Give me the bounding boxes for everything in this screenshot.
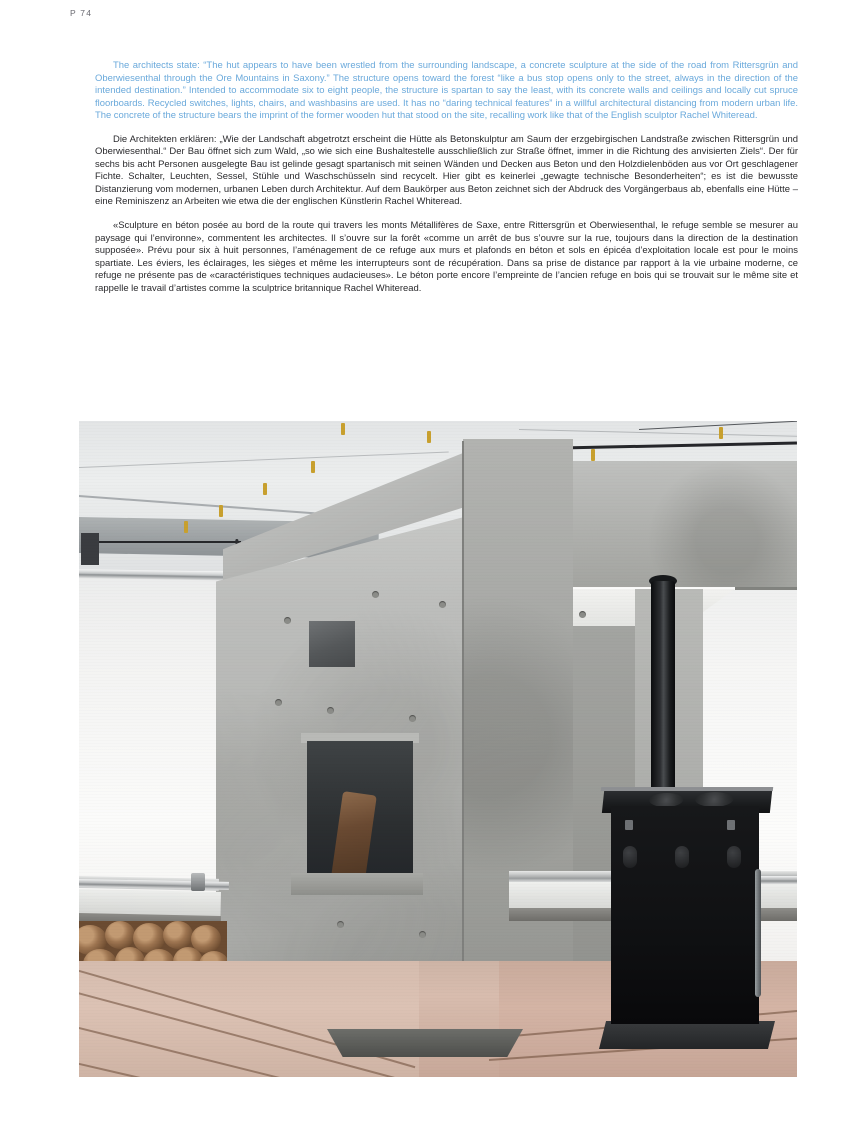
log bbox=[163, 921, 193, 949]
stove-hob bbox=[694, 792, 734, 807]
ceiling-hook bbox=[591, 449, 595, 461]
stove-hob bbox=[648, 793, 683, 807]
ceiling-hook bbox=[184, 521, 188, 533]
stove-flue-pipe bbox=[651, 581, 675, 793]
fireplace-hearth bbox=[291, 873, 423, 895]
ceiling-hook bbox=[719, 427, 723, 439]
formwork-tie-hole bbox=[275, 699, 282, 706]
square-niche bbox=[309, 621, 355, 667]
stove-latch bbox=[727, 820, 735, 830]
text-column bbox=[95, 60, 798, 295]
formwork-tie-hole bbox=[579, 611, 586, 618]
ceiling-hook bbox=[427, 431, 431, 443]
wood-stove bbox=[611, 806, 759, 1024]
formwork-tie-hole bbox=[409, 715, 416, 722]
rail-clamp bbox=[191, 873, 205, 891]
log bbox=[105, 921, 135, 949]
paragraph-french: «Sculpture en béton posée au bord de la route qui travers les monts Métallifères de Saxe, entre Rittersgrün et Oberwiesenthal, le refuge semble se mesurer au paysage qui l’environne», commentent les architectes. Il s’ouvre sur la forêt «comme un arrêt de bus s’ouvre sur la rue, toujours dans la direction de la destination supposée». Prévu pour six à huit personnes, l’aménagement de ce refuge aux murs et plafonds en béton et sols en épicéa d’exploitation locale est pour le moins spartiate. Les éviers, les éclairages, les sièges et même les interrupteurs sont de récupération. Dans sa prise de distance par rapport à la vie urbaine moderne, ce refuge ne présente pas de «caractéristiques techniques audacieuses». Le béton porte encore l’empreinte de l’ancien refuge en bois qui se trouvait sur le même site et rappelle le travail d’artistes comme la sculptrice britannique Rachel Whiteread. bbox=[95, 220, 798, 294]
concrete-texture bbox=[547, 461, 797, 589]
plank-floor-left bbox=[79, 961, 419, 1077]
electrical-cable-left bbox=[81, 541, 241, 543]
stove-handle bbox=[755, 869, 761, 997]
concrete-beam-right bbox=[547, 461, 797, 589]
paragraph-german: Die Architekten erklären: „Wie der Landschaft abgetrotzt erscheint die Hütte als Betonskulptur am Saum der erzgebirgischen Landstraße zwischen Rittersgrün und Oberwiesenthal.“ Der Bau öffnet sich zum Wald, „so wie sich eine Bushaltestelle ausschließlich zur Straße öffnet, immer in die Richtung des anvisierten Ziels“. Der für sechs bis acht Personen ausgelegte Bau ist gelinde gesagt spartanisch mit seinen Wänden und Decken aus Beton und den Holzdielenböden aus vor Ort geschlagener Fichte. Schalter, Leuchten, Sessel, Stühle und Waschschüsseln sind recycelt. Hier gibt es keinerlei „gewagte technische Besonderheiten“; es ist die bewusste Distanzierung vom modernen, urbanen Leben durch Architektur. Auf dem Baukörper aus Beton zeichnet sich der Abdruck des Vorgängerbaus ab, ebenfalls eine Hütte – eine Reminiszenz an Arbeiten wie etwa die der englischen Künstlerin Rachel Whiteread. bbox=[95, 133, 798, 208]
stove-knob bbox=[675, 846, 689, 868]
stove-latch bbox=[625, 820, 633, 830]
page-folio: P 74 bbox=[70, 8, 93, 18]
formwork-tie-hole bbox=[327, 707, 334, 714]
formwork-tie-hole bbox=[419, 931, 426, 938]
paragraph-english: The architects state: “The hut appears to have been wrestled from the surrounding landscape, a concrete sculpture at the side of the road from Rittersgrün and Oberwiesenthal through the Ore Mountains in Saxony.” The structure opens toward the forest “like a bus stop opens only to the street, always in the direction of the intended destination.” Intended to accommodate six to eight people, the structure is spartan to say the least, with its concrete walls and ceilings and locally cut spruce floorboards. Recycled switches, lights, chairs, and washbasins are used. It has no “daring technical features” in a willful architectural distancing from modern urban life. The concrete of the structure bears the imprint of the former wooden hut that stood on the site, recalling work like that of the English sculptor Rachel Whiteread. bbox=[95, 60, 798, 122]
formwork-tie-hole bbox=[337, 921, 344, 928]
formwork-tie-hole bbox=[372, 591, 379, 598]
concrete-plinth bbox=[327, 1029, 523, 1057]
stove-base-plate bbox=[599, 1021, 775, 1049]
stove-knob bbox=[623, 846, 637, 868]
ceiling-hook bbox=[263, 483, 267, 495]
ceiling-hook bbox=[219, 505, 223, 517]
ceiling-hook bbox=[311, 461, 315, 473]
photo-canvas bbox=[79, 421, 797, 1077]
photograph bbox=[79, 421, 797, 1077]
stove-knob bbox=[727, 846, 741, 868]
formwork-tie-hole bbox=[284, 617, 291, 624]
ceiling-hook bbox=[341, 423, 345, 435]
junction-box-left bbox=[81, 533, 99, 565]
formwork-tie-hole bbox=[439, 601, 446, 608]
